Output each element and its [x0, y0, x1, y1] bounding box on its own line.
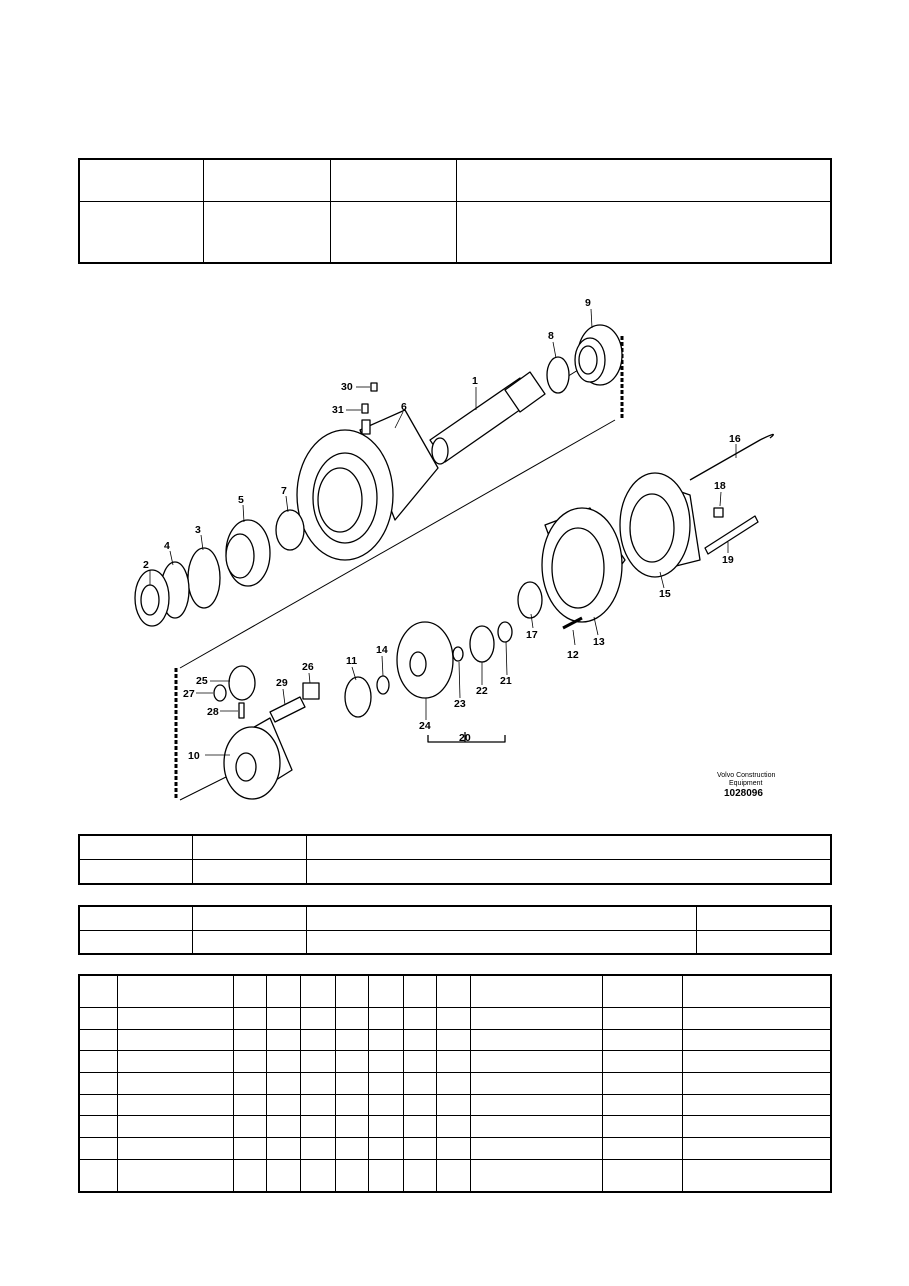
table-cell [436, 1138, 470, 1160]
table-cell [79, 975, 117, 1008]
table-cell [436, 1029, 470, 1051]
table-cell [403, 975, 436, 1008]
table-cell [233, 1008, 266, 1030]
table-cell [436, 1051, 470, 1073]
table-row [79, 1029, 831, 1051]
table-cell [266, 1008, 300, 1030]
table-cell [602, 1073, 682, 1095]
part-28-pin [239, 703, 244, 718]
table-cell [300, 1094, 335, 1116]
table-cell [300, 1116, 335, 1138]
header-cell [79, 159, 203, 201]
part-23-washer [453, 647, 463, 661]
part-13-ring-gear [542, 508, 625, 622]
table-cell [436, 1116, 470, 1138]
table-row [79, 1116, 831, 1138]
callout-label: 7 [281, 485, 287, 497]
table-cell [233, 1029, 266, 1051]
callout-label: 8 [548, 330, 554, 342]
callout-label: 14 [376, 644, 388, 656]
header-cell [330, 201, 456, 263]
table-row [79, 1094, 831, 1116]
table-cell [696, 930, 831, 954]
callout-label: 30 [341, 381, 353, 393]
table-cell [306, 860, 831, 885]
part-3-ring [188, 548, 220, 608]
table-cell [79, 906, 192, 930]
table-cell [602, 1008, 682, 1030]
table-cell [403, 1138, 436, 1160]
table-cell [266, 975, 300, 1008]
part-10-carrier [224, 718, 292, 799]
header-cell [203, 159, 330, 201]
part-24-carrier [397, 622, 453, 698]
part-31-bolt [362, 404, 368, 413]
part-25-gear [229, 666, 255, 700]
table-cell [79, 1073, 117, 1095]
exploded-parts-diagram [0, 280, 909, 820]
table-cell [79, 1116, 117, 1138]
table-cell [368, 1116, 403, 1138]
callout-label: 10 [188, 750, 200, 762]
table-cell [300, 975, 335, 1008]
table-cell [696, 906, 831, 930]
part-15-cover [620, 473, 700, 577]
part-8-ring [547, 357, 569, 393]
part-1-shaft [430, 372, 545, 464]
callout-label: 15 [659, 588, 671, 600]
table-cell [470, 1029, 602, 1051]
table-cell [470, 1159, 602, 1192]
header-cell [330, 159, 456, 201]
table-cell [79, 1094, 117, 1116]
table-cell [436, 975, 470, 1008]
part-30-bolt [371, 383, 377, 391]
table-cell [266, 1073, 300, 1095]
part-6-housing [297, 410, 438, 560]
table-cell [79, 1138, 117, 1160]
stamp-number: 1028096 [724, 788, 763, 799]
table-cell [682, 1138, 831, 1160]
header-table [78, 158, 832, 264]
table-cell [192, 860, 306, 885]
table-cell [682, 1073, 831, 1095]
table-cell [602, 1094, 682, 1116]
table-cell [602, 1051, 682, 1073]
table-cell [192, 906, 306, 930]
part-2-seal [135, 570, 169, 626]
table-cell [300, 1073, 335, 1095]
table-cell [602, 1029, 682, 1051]
table-cell [470, 1116, 602, 1138]
table-cell [682, 1029, 831, 1051]
table-cell [233, 1138, 266, 1160]
callout-label: 27 [183, 688, 195, 700]
table-cell [306, 906, 696, 930]
callout-label: 16 [729, 433, 741, 445]
table-cell [117, 975, 233, 1008]
table-cell [233, 1051, 266, 1073]
table-cell [335, 975, 368, 1008]
table-cell [436, 1008, 470, 1030]
table-cell [368, 975, 403, 1008]
table-row [79, 1138, 831, 1160]
callout-label: 31 [332, 404, 344, 416]
table-cell [403, 1008, 436, 1030]
part-9-bearing [575, 325, 622, 385]
header-cell [456, 159, 831, 201]
callout-label: 24 [419, 720, 431, 732]
table-cell [335, 1029, 368, 1051]
table-cell [266, 1138, 300, 1160]
table-cell [602, 1116, 682, 1138]
table-cell [368, 1073, 403, 1095]
table-cell [335, 1008, 368, 1030]
table-cell [233, 1094, 266, 1116]
table-cell [403, 1159, 436, 1192]
part-21-pin [498, 622, 512, 642]
table-cell [79, 1159, 117, 1192]
callout-label: 11 [346, 655, 358, 667]
info-table-b [78, 905, 832, 955]
callout-label: 26 [302, 661, 314, 673]
table-cell [266, 1051, 300, 1073]
info-table-a [78, 834, 832, 885]
table-cell [233, 975, 266, 1008]
callout-label: 6 [401, 401, 407, 413]
callout-label: 17 [526, 629, 538, 641]
table-cell [117, 1051, 233, 1073]
table-cell [403, 1029, 436, 1051]
table-cell [306, 930, 696, 954]
part-14-washer [377, 676, 389, 694]
table-cell [79, 835, 192, 860]
callout-label: 25 [196, 675, 208, 687]
table-cell [300, 1138, 335, 1160]
stamp-sub: Equipment [729, 780, 763, 787]
table-cell [682, 975, 831, 1008]
table-cell [306, 835, 831, 860]
part-7-ring [276, 510, 304, 550]
parts-list-body [79, 975, 831, 1192]
table-cell [300, 1159, 335, 1192]
table-cell [335, 1138, 368, 1160]
table-cell [368, 1094, 403, 1116]
callout-label: 5 [238, 494, 244, 506]
table-cell [117, 1094, 233, 1116]
callout-label: 22 [476, 685, 488, 697]
table-cell [233, 1159, 266, 1192]
table-cell [335, 1159, 368, 1192]
stamp-brand: Volvo Construction [717, 772, 776, 779]
table-cell [470, 1094, 602, 1116]
callout-label: 9 [585, 297, 591, 309]
table-cell [368, 1159, 403, 1192]
table-cell [79, 860, 192, 885]
table-row [79, 1051, 831, 1073]
table-cell [300, 1008, 335, 1030]
table-cell [335, 1073, 368, 1095]
table-cell [602, 1159, 682, 1192]
table-cell [602, 1138, 682, 1160]
table-cell [602, 975, 682, 1008]
table-cell [79, 1051, 117, 1073]
table-cell [403, 1116, 436, 1138]
table-row [79, 1073, 831, 1095]
table-cell [335, 1116, 368, 1138]
table-cell [335, 1051, 368, 1073]
table-cell [682, 1008, 831, 1030]
table-cell [436, 1094, 470, 1116]
table-cell [266, 1159, 300, 1192]
parts-list-table [78, 974, 832, 1193]
table-row [79, 1159, 831, 1192]
table-cell [233, 1116, 266, 1138]
table-row [79, 975, 831, 1008]
table-cell [470, 975, 602, 1008]
callout-label: 19 [722, 554, 734, 566]
table-cell [403, 1073, 436, 1095]
table-cell [335, 1094, 368, 1116]
part-11-gear [345, 677, 371, 717]
table-cell [266, 1116, 300, 1138]
callout-label: 3 [195, 524, 201, 536]
table-cell [266, 1094, 300, 1116]
table-cell [470, 1008, 602, 1030]
table-cell [117, 1159, 233, 1192]
table-cell [682, 1116, 831, 1138]
callout-label: 12 [567, 649, 579, 661]
table-cell [117, 1116, 233, 1138]
table-cell [368, 1138, 403, 1160]
part-27-washer [214, 685, 226, 701]
table-cell [682, 1051, 831, 1073]
callout-label: 20 [459, 732, 471, 744]
table-cell [403, 1094, 436, 1116]
part-22-gear [470, 626, 494, 662]
callout-label: 28 [207, 706, 219, 718]
table-cell [368, 1008, 403, 1030]
part-17-gear [518, 582, 542, 618]
table-cell [192, 930, 306, 954]
table-cell [117, 1138, 233, 1160]
part-5-bearing [226, 520, 270, 586]
part-26-bushing [303, 683, 319, 699]
table-cell [300, 1051, 335, 1073]
part-29-pin [270, 697, 305, 722]
table-cell [79, 930, 192, 954]
table-cell [368, 1029, 403, 1051]
table-cell [470, 1073, 602, 1095]
table-cell [300, 1029, 335, 1051]
callout-label: 29 [276, 677, 288, 689]
table-cell [436, 1159, 470, 1192]
table-cell [117, 1008, 233, 1030]
callout-label: 4 [164, 540, 170, 552]
table-cell [117, 1029, 233, 1051]
callout-label: 13 [593, 636, 605, 648]
header-cell [79, 201, 203, 263]
header-cell [456, 201, 831, 263]
table-cell [403, 1051, 436, 1073]
table-cell [470, 1051, 602, 1073]
table-cell [266, 1029, 300, 1051]
table-cell [682, 1094, 831, 1116]
table-cell [192, 835, 306, 860]
header-cell [203, 201, 330, 263]
callout-label: 1 [472, 375, 478, 387]
callout-label: 21 [500, 675, 512, 687]
table-cell [436, 1073, 470, 1095]
callout-label: 2 [143, 559, 149, 571]
table-cell [79, 1008, 117, 1030]
table-row [79, 1008, 831, 1030]
table-cell [682, 1159, 831, 1192]
table-cell [79, 1029, 117, 1051]
table-cell [368, 1051, 403, 1073]
table-cell [233, 1073, 266, 1095]
callout-label: 18 [714, 480, 726, 492]
part-18-plug [714, 508, 723, 517]
callout-label: 23 [454, 698, 466, 710]
part-19-bolt [705, 516, 758, 554]
table-cell [117, 1073, 233, 1095]
table-cell [470, 1138, 602, 1160]
